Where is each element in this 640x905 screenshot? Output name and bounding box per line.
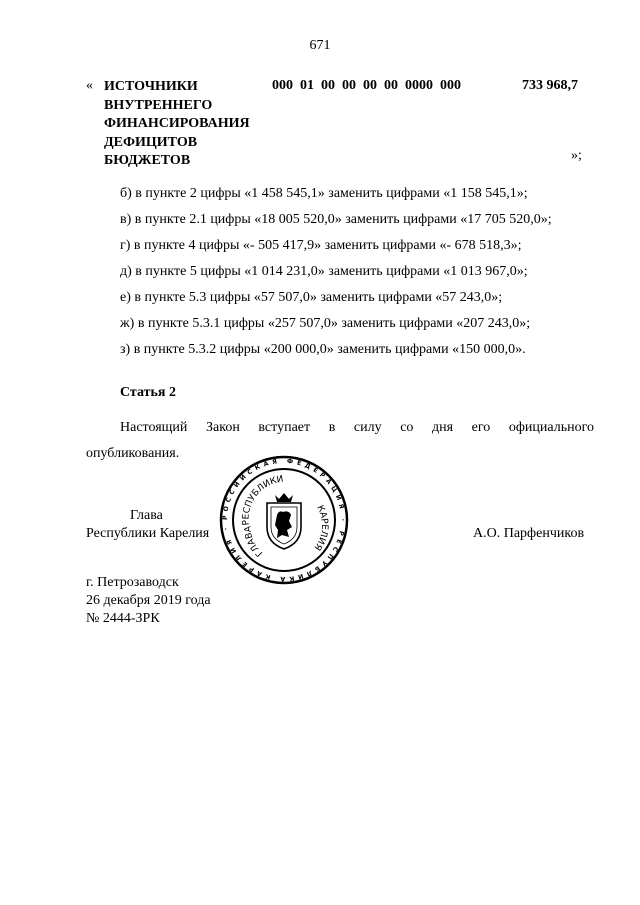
seal-left-text: ГЛАВА bbox=[243, 525, 266, 559]
footer-number: № 2444-ЗРК bbox=[86, 611, 160, 626]
source-name bbox=[104, 78, 250, 171]
article-text-line1: Настоящий Закон вступает в силу со дня его официального bbox=[120, 420, 594, 435]
amendment-item: б) в пункте 2 цифры «1 458 545,1» заменить цифрами «1 158 545,1»; bbox=[120, 186, 528, 201]
page-number: 671 bbox=[309, 38, 331, 53]
seal-right-text: КАРЕЛИЯ bbox=[311, 503, 330, 552]
source-name-line: ФИНАНСИРОВАНИЯ bbox=[104, 116, 250, 131]
seal-top-text: РЕСПУБЛИКИ bbox=[241, 474, 285, 526]
amendment-item: д) в пункте 5 цифры «1 014 231,0» заменить цифрами «1 013 967,0»; bbox=[120, 264, 528, 279]
coat-of-arms-icon bbox=[267, 493, 301, 549]
open-quote: « bbox=[86, 78, 93, 93]
footer-city: г. Петрозаводск bbox=[86, 575, 179, 590]
official-seal bbox=[219, 455, 349, 585]
amendment-item: з) в пункте 5.3.2 цифры «200 000,0» заменить цифрами «150 000,0». bbox=[120, 342, 526, 357]
signatory-name: А.О. Парфенчиков bbox=[473, 526, 585, 541]
article-heading: Статья 2 bbox=[120, 385, 176, 400]
signature-title-line2: Республики Карелия bbox=[86, 526, 210, 541]
close-quote: »; bbox=[571, 148, 582, 163]
budget-code: 000 01 00 00 00 00 0000 000 bbox=[272, 78, 461, 93]
amount: 733 968,7 bbox=[522, 78, 578, 93]
amendment-item: е) в пункте 5.3 цифры «57 507,0» заменить цифрами «57 243,0»; bbox=[120, 290, 503, 305]
amendment-item: г) в пункте 4 цифры «- 505 417,9» заменить цифрами «- 678 518,3»; bbox=[120, 238, 522, 253]
seal-outer-text: РОССИЙСКАЯ ФЕДЕРАЦИЯ · РЕСПУБЛИКА КАРЕЛИЯ · bbox=[221, 457, 347, 583]
source-name-line: ИСТОЧНИКИ bbox=[104, 79, 198, 94]
source-name-line: ВНУТРЕННЕГО bbox=[104, 97, 213, 113]
amendment-item: в) в пункте 2.1 цифры «18 005 520,0» заменить цифрами «17 705 520,0»; bbox=[120, 212, 552, 227]
footer-date: 26 декабря 2019 года bbox=[86, 593, 211, 608]
article-text-line2: опубликования. bbox=[86, 446, 180, 461]
signature-title-line1: Глава bbox=[130, 508, 163, 523]
amendment-item: ж) в пункте 5.3.1 цифры «257 507,0» заменить цифрами «207 243,0»; bbox=[120, 316, 531, 331]
source-name-line: БЮДЖЕТОВ bbox=[104, 153, 191, 168]
source-name-line: ДЕФИЦИТОВ bbox=[104, 134, 198, 150]
